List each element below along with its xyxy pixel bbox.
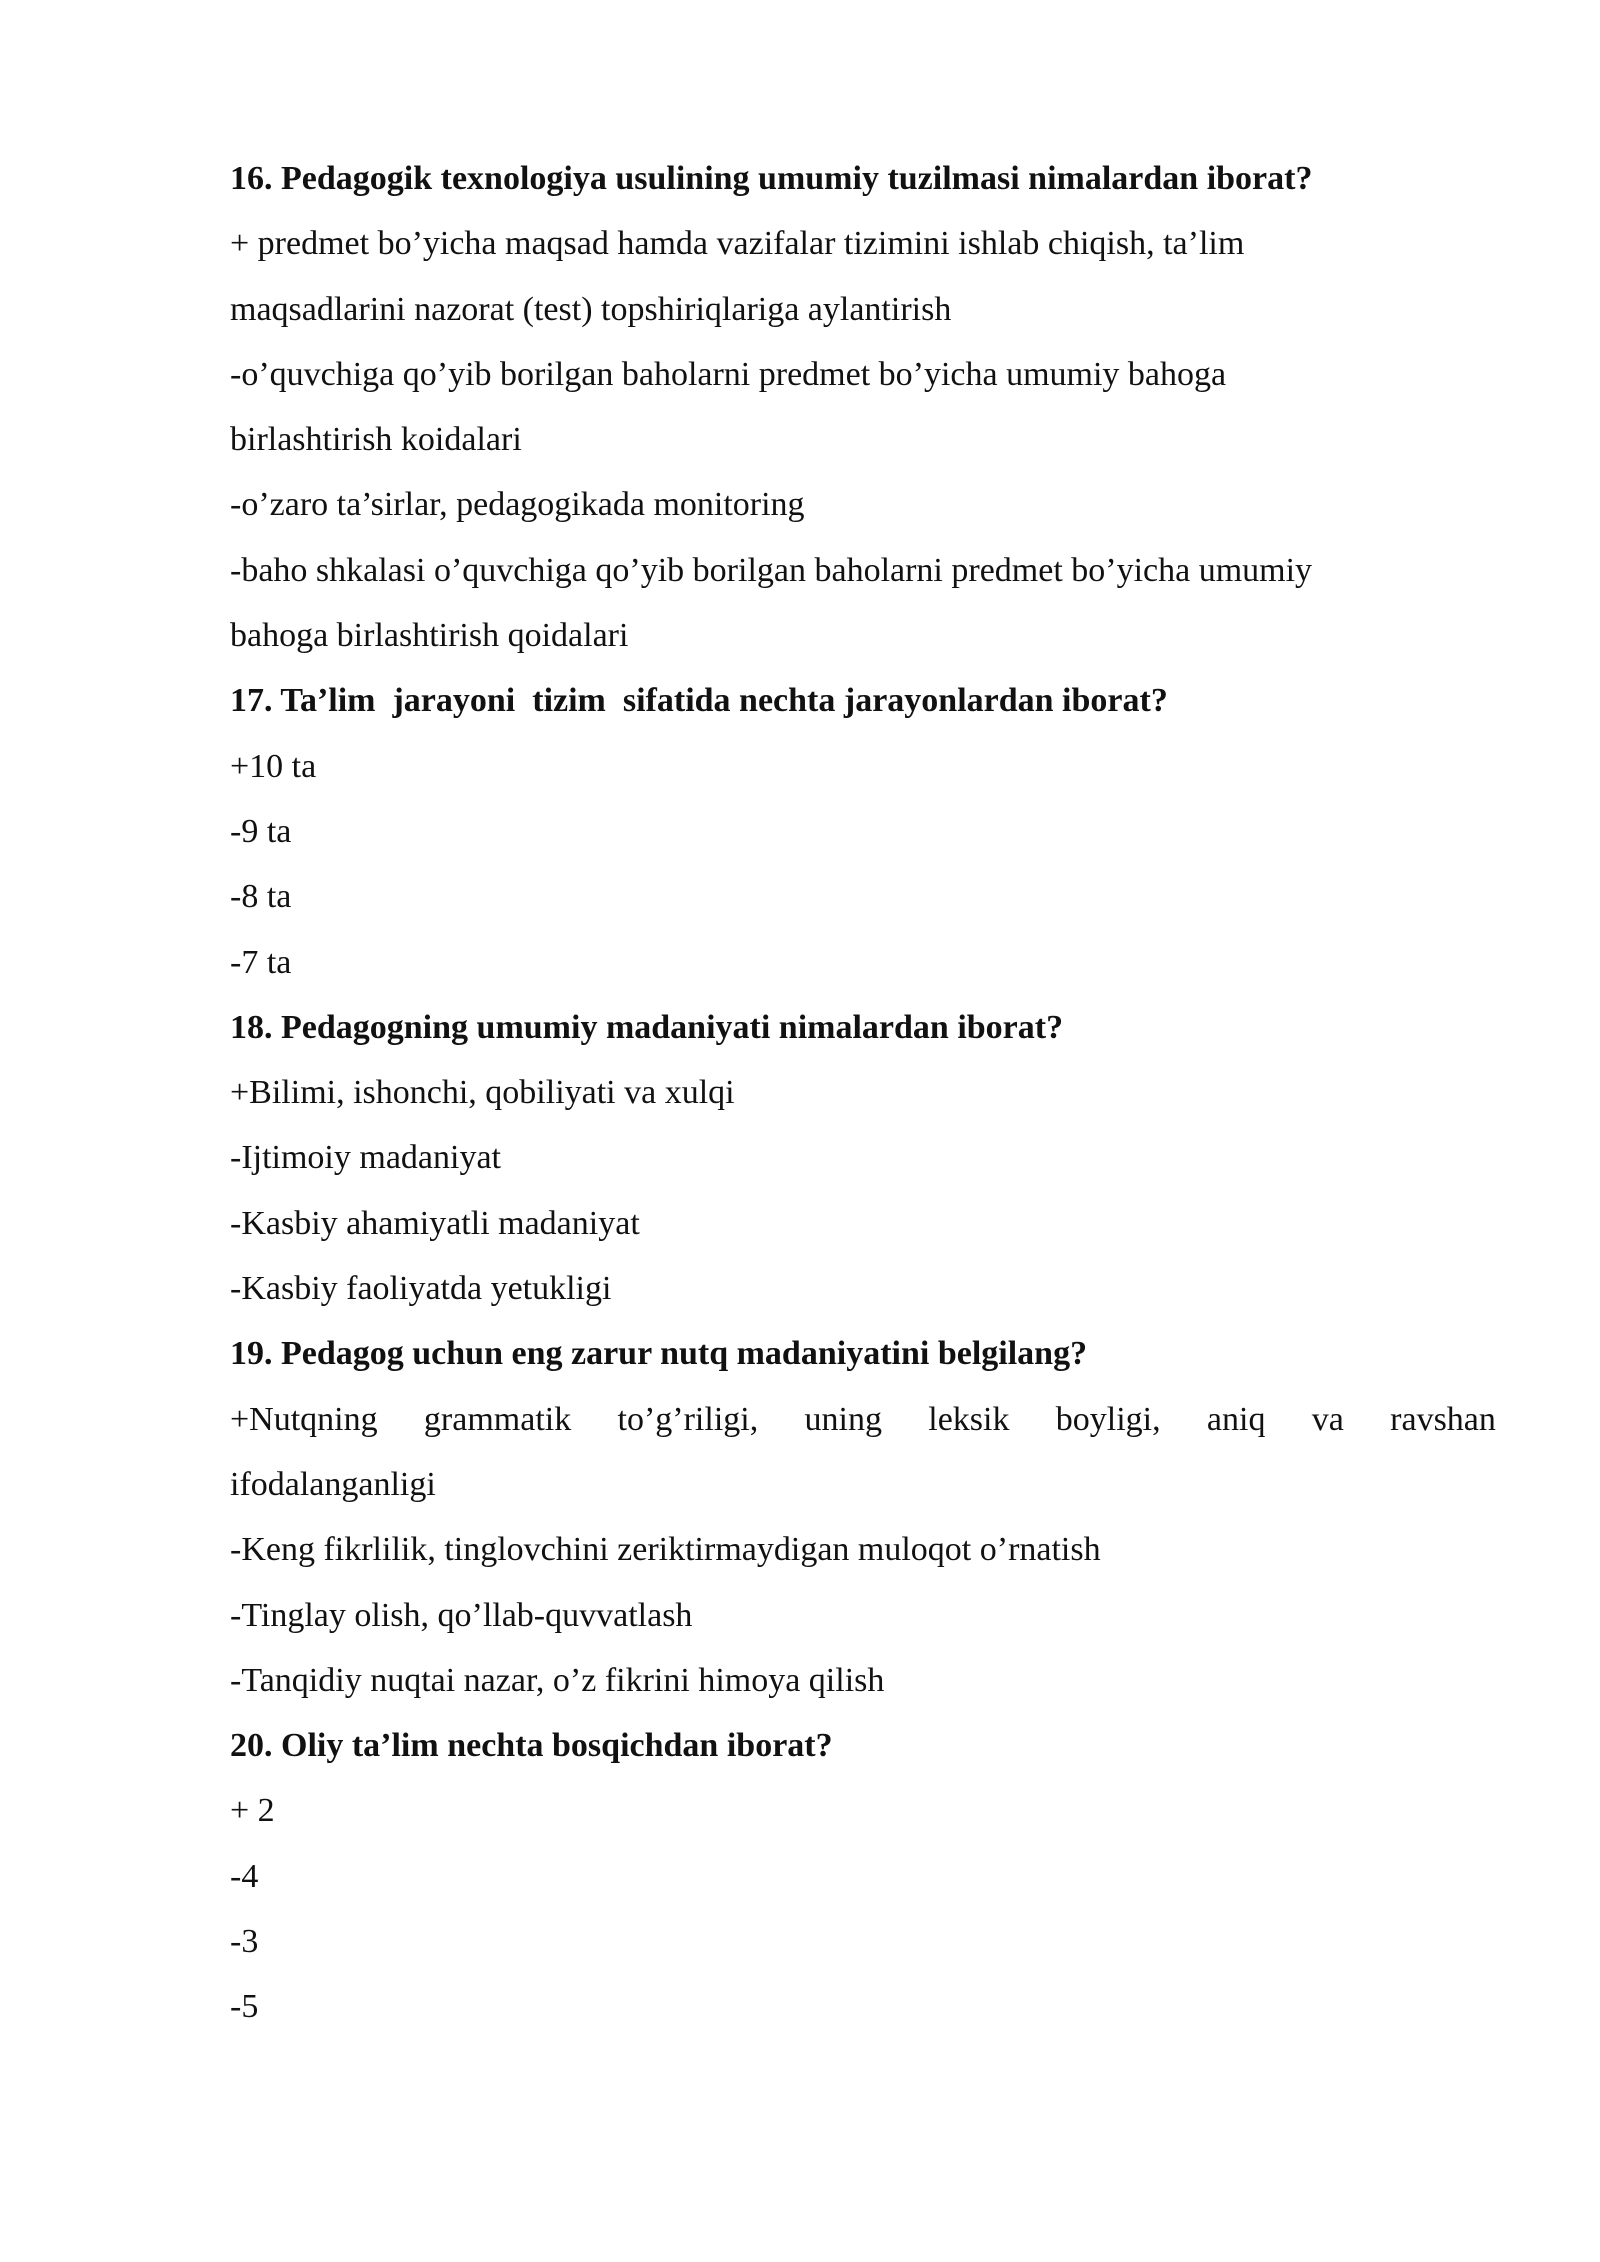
answer-16-d-line-2: bahoga birlashtirish qoidalari — [230, 617, 629, 655]
answer-18-c: -Kasbiy ahamiyatli madaniyat — [230, 1204, 640, 1242]
answer-19-c: -Tinglay olish, qo’llab-quvvatlash — [230, 1596, 693, 1634]
answer-16-b-line-1: -o’quvchiga qo’yib borilgan baholarni predmet bo’yicha umumiy bahoga — [230, 355, 1227, 393]
question-18: 18. Pedagogning umumiy madaniyati nimalardan iborat? — [230, 1008, 1064, 1046]
justified-word: va — [1311, 1400, 1344, 1438]
justified-word: grammatik — [423, 1400, 572, 1438]
justified-word: uning — [804, 1400, 882, 1438]
answer-16-a-line-1: + predmet bo’yicha maqsad hamda vazifalar tizimini ishlab chiqish, ta’lim — [230, 225, 1245, 263]
justified-word: +Nutqning — [230, 1400, 378, 1438]
answer-18-d: -Kasbiy faoliyatda yetukligi — [230, 1270, 612, 1308]
justified-word: leksik — [928, 1400, 1010, 1438]
question-20: 20. Oliy ta’lim nechta bosqichdan iborat? — [230, 1727, 833, 1765]
answer-20-a: + 2 — [230, 1792, 275, 1830]
answer-17-a: +10 ta — [230, 747, 317, 785]
answer-16-d-line-1: -baho shkalasi o’quvchiga qo’yib borilgan baholarni predmet bo’yicha umumiy — [230, 551, 1313, 589]
justified-word: to’g’riligi, — [617, 1400, 759, 1438]
answer-18-a: +Bilimi, ishonchi, qobiliyati va xulqi — [230, 1074, 735, 1112]
answer-16-c: -o’zaro ta’sirlar, pedagogikada monitoring — [230, 486, 805, 524]
answer-19-d: -Tanqidiy nuqtai nazar, o’z fikrini himoya qilish — [230, 1661, 885, 1699]
question-16: 16. Pedagogik texnologiya usulining umumiy tuzilmasi nimalardan iborat? — [230, 160, 1313, 197]
answer-20-b: -4 — [230, 1857, 259, 1895]
answer-16-b-line-2: birlashtirish koidalari — [230, 421, 522, 459]
document-page — [230, 146, 1496, 2040]
answer-17-c: -8 ta — [230, 878, 292, 916]
answer-19-b: -Keng fikrlilik, tinglovchini zeriktirmaydigan muloqot o’rnatish — [230, 1531, 1101, 1569]
justified-word: boyligi, — [1055, 1400, 1161, 1438]
answer-18-b: -Ijtimoiy madaniyat — [230, 1139, 501, 1177]
question-19: 19. Pedagog uchun eng zarur nutq madaniyatini belgilang? — [230, 1335, 1088, 1373]
answer-17-d: -7 ta — [230, 943, 292, 981]
justified-word: aniq — [1206, 1400, 1266, 1438]
question-17: 17. Ta’lim jarayoni tizim sifatida nechta jarayonlardan iborat? — [230, 682, 1168, 720]
answer-20-d: -5 — [230, 1988, 259, 2026]
answer-19-a-line-1 — [230, 1387, 1496, 1452]
answer-17-b: -9 ta — [230, 812, 292, 850]
answer-19-a-line-2: ifodalanganligi — [230, 1465, 436, 1503]
justified-word: ravshan — [1390, 1400, 1496, 1438]
answer-20-c: -3 — [230, 1923, 259, 1961]
answer-16-a-line-2: maqsadlarini nazorat (test) topshiriqlariga aylantirish — [230, 290, 952, 328]
